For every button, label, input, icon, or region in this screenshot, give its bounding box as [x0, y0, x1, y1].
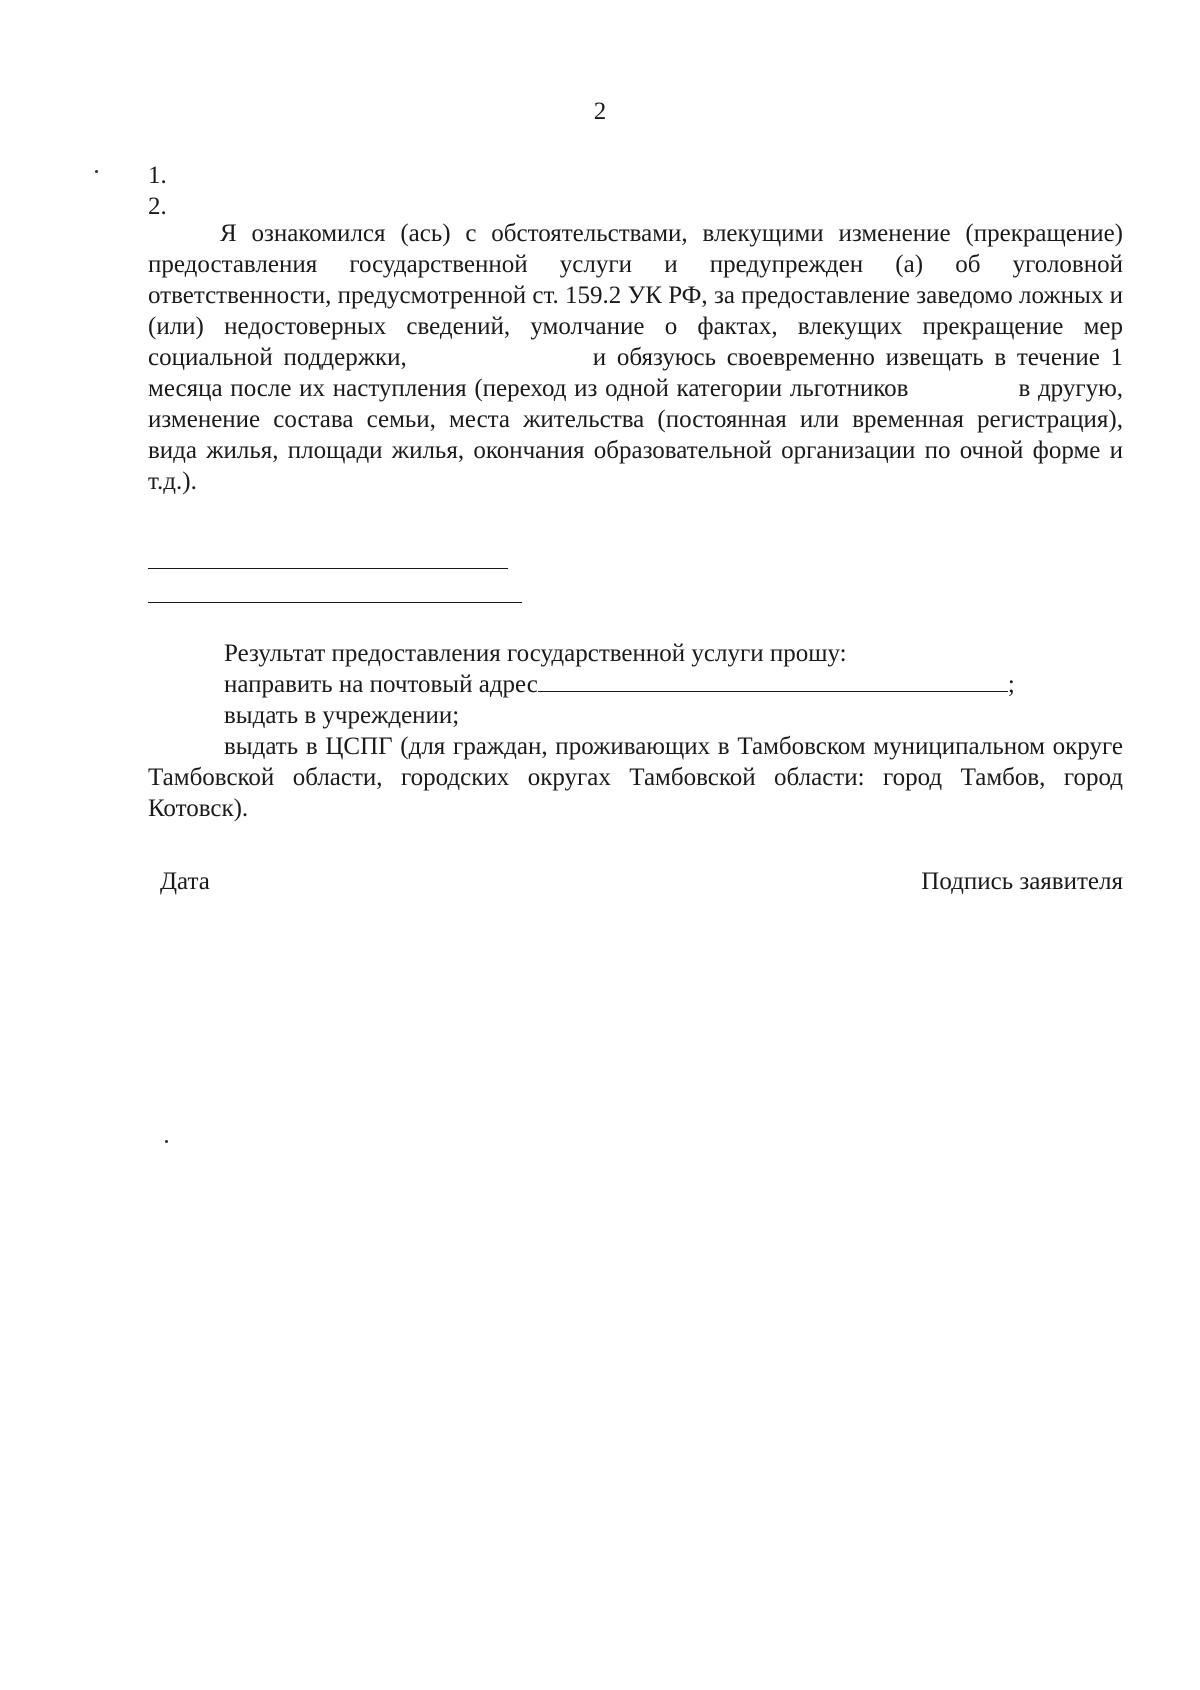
result-heading: Результат предоставления государственной услуги прошу:	[224, 640, 847, 667]
acknowledgement-text-1: Я ознакомился (ась) с обстоятельствами, влекущими изменение (прекращение) предоставления государственной услуги и предупрежден (а) об уголовной ответственности, предусмотренной ст. 159.2 УК РФ, за предоставление заведомо ложных и (или) недостоверных сведений, умолчание о фактах, влекущих прекращение мер социальной поддержки,	[148, 220, 1123, 371]
acknowledgement-paragraph	[148, 218, 1123, 497]
list-item: 1.	[148, 162, 167, 189]
list-item: 2.	[148, 193, 167, 220]
result-option-mail-end: ;	[1007, 671, 1015, 698]
scan-speck	[95, 170, 98, 173]
blank-signature-line[interactable]	[148, 568, 508, 569]
blank-signature-line[interactable]	[148, 602, 522, 603]
footer-row	[160, 866, 1123, 897]
result-option-mail	[148, 669, 1123, 700]
result-option-office: выдать в учреждении;	[224, 702, 460, 729]
acknowledgement-text-2: и обязуюсь своевременно извещать в течение 1 месяца после их наступления (переход из одной категории льготников	[148, 344, 1124, 402]
result-section	[148, 638, 1123, 824]
acknowledgement-text-3: в другую, изменение состава семьи, места жительства (постоянная или временная регистрация), вида жилья, площади жилья, окончания образовательной организации по очной форме и т.д.).	[148, 375, 1124, 495]
page-number: 2	[593, 98, 607, 125]
scan-speck	[165, 1140, 168, 1143]
result-option-cspg: выдать в ЦСПГ (для граждан, проживающих в Тамбовском муниципальном округе Тамбовской области, городских округах Тамбовской области: город Тамбов, город Котовск).	[148, 733, 1123, 822]
signature-label: Подпись заявителя	[921, 868, 1123, 895]
result-option-mail-label: направить на почтовый адрес	[224, 671, 538, 698]
date-label: Дата	[160, 868, 210, 895]
postal-address-field[interactable]	[538, 669, 1008, 692]
numbered-list	[148, 160, 167, 222]
